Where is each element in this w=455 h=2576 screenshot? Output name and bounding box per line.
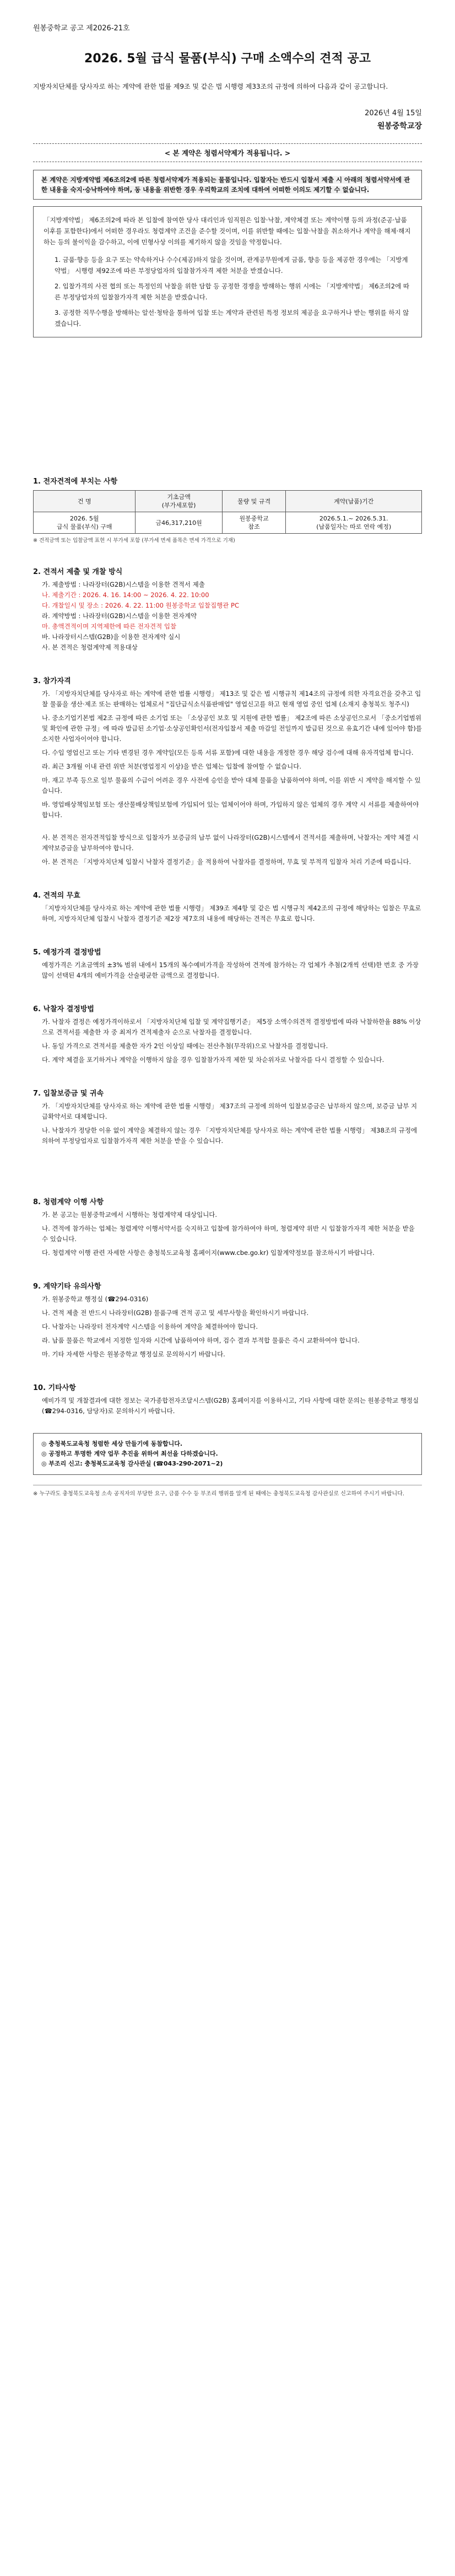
integrity-footer-box: [33, 1433, 422, 1475]
section-5-title: 5. 예정가격 결정방법: [33, 948, 101, 957]
table-cell: 2026. 5월 급식 물품(부식) 구매: [34, 512, 136, 534]
section-paragraph: 라. 최근 3개월 이내 관련 위반 처분(영업정지 이상)을 받은 업체는 입찰에 참여할 수 없습니다.: [42, 763, 302, 770]
table-header-cell: 건 명: [34, 491, 136, 512]
table-row: [34, 512, 422, 534]
section-paragraph: 예정가격은 기초금액의 ±3% 범위 내에서 15개의 복수예비가격을 작성하여 견적에 참가하는 각 업체가 추첨(2개씩 선택)한 번호 중 가장 많이 선택된 4개의 예비가격을 산술평균한 금액으로 결정합니다.: [42, 961, 419, 979]
section-paragraph: 마. 재고 부족 등으로 일부 물품의 수급이 어려운 경우 사전에 승인을 받아 대체 물품을 납품하여야 하며, 이를 위반 시 계약을 해지할 수 있습니다.: [42, 776, 421, 795]
section-8-title: 8. 청렴계약 이행 사항: [33, 1198, 104, 1206]
section-paragraph: 나. 견적에 참가하는 업체는 청렴계약 이행서약서를 숙지하고 입찰에 참가하여야 하며, 청렴계약 위반 시 입찰참가자격 제한 처분을 받을 수 있습니다.: [42, 1225, 415, 1243]
page-title: 2026. 5월 급식 물품(부식) 구매 소액수의 견적 공고: [84, 52, 371, 66]
intro-text: 지방자치단체를 당사자로 하는 계약에 관한 법률 제9조 및 같은 법 시행령 제33조의 규정에 의하여 다음과 같이 공고합니다.: [33, 83, 388, 90]
table-cell: 원봉중학교 참조: [222, 512, 286, 534]
table-header-cell: 기초금액 (부가세포함): [136, 491, 222, 512]
section-8-body: [33, 1210, 422, 1258]
section-paragraph: 가. 원봉중학교 행정실 (☎294-0316): [42, 1295, 149, 1303]
integrity-notice-box: [33, 170, 422, 200]
section-paragraph: 가. 「지방자치단체를 당사자로 하는 계약에 관한 법률 시행령」 제37조의 규정에 의하여 입찰보증금은 납부하지 않으며, 보증금 납부 지급확약서로 대체합니다.: [42, 1102, 418, 1120]
section-paragraph: 사. 본 견적은 전자견적입찰 방식으로 입찰자가 보증금의 납부 없이 나라장터(G2B)시스템에서 견적서를 제출하며, 낙찰자는 계약 체결 시 계약보증금을 납부하여야 합니다.: [42, 834, 419, 852]
section-5-body: [33, 960, 422, 981]
issuer: 원봉중학교장: [377, 122, 422, 131]
section-paragraph: 예비가격 및 개찰결과에 대한 정보는 국가종합전자조달시스템(G2B) 홈페이지를 이용하시고, 기타 사항에 대한 문의는 원봉중학교 행정실(☎294-0316, 담당자)로 문의하시기 바랍니다.: [42, 1397, 419, 1415]
section-paragraph: 다. 수입 영업신고 또는 기타 변경된 경우 계약일(모든 등록 서류 포함)에 대한 내용을 개정한 경우 해당 검수에 대해 유자격업체 합니다.: [42, 749, 414, 756]
section-4-body: [33, 903, 422, 924]
section-line: 사. 본 견적은 청렴계약제 적용대상: [42, 643, 138, 651]
section-10-body: [33, 1396, 422, 1416]
section-line: 바. 나라장터시스템(G2B)을 이용한 전자계약 실시: [42, 633, 181, 641]
section-paragraph: 「지방자치단체를 당사자로 하는 계약에 관한 법률 시행령」 제39조 제4항 및 같은 법 시행규칙 제42조의 규정에 해당하는 입찰은 무효로 하며, 지방자치단체 입찰시 낙찰자 결정기준 제2장 제7호의 내용에 해당하는 견적은 무효로 합니다.: [42, 904, 421, 922]
section-4-title: 4. 견적의 무효: [33, 892, 80, 900]
section-paragraph: 다. 낙찰자는 나라장터 전자계약 시스템을 이용하여 계약을 체결하여야 합니다.: [42, 1323, 258, 1330]
section-7-body: [33, 1101, 422, 1146]
section-7-title: 7. 입찰보증금 및 귀속: [33, 1090, 104, 1098]
table-header-cell: 물량 및 규격: [222, 491, 286, 512]
pledge-intro: 「지방계약법」 제6조의2에 따라 본 입찰에 참여한 당사 대리인과 임직원은 입찰·낙찰, 계약체결 또는 계약이행 등의 과정(준공·납품 이후를 포함한다)에서 어떠한 경우라도 청렴계약 조건을 준수할 것이며, 이를 위반할 때에는 입찰·낙찰을 취소하거나 계약을 해제·해지하는 등의 불이익을 감수하고, 이에 민형사상 이의를 제기하지 않을 것임을 약정합니다.: [44, 216, 411, 246]
section-paragraph: 바. 영업배상책임보험 또는 생산물배상책임보험에 가입되어 있는 업체이어야 하며, 가입하지 않은 업체의 경우 계약 시 서류를 제출하여야 합니다.: [42, 801, 419, 819]
section-3-body: [33, 689, 422, 867]
integrity-pledge-box: [33, 206, 422, 337]
footnote: ※ 누구라도 충청북도교육청 소속 공직자의 부당한 요구, 금품 수수 등 부조리 행위를 알게 된 때에는 충청북도교육청 감사관실로 신고하여 주시기 바랍니다.: [33, 1485, 422, 1499]
pledge-item: 1. 금품·향응 등을 요구 또는 약속하거나 수수(제공)하지 않을 것이며, 관계공무원에게 금품, 향응 등을 제공한 경우에는 「지방계약법」 시행령 제92조에 따른 부정당업자의 입찰참가자격 제한 처분을 받겠습니다.: [55, 256, 408, 275]
section-line: 마. 총액견적이며 지역제한에 따른 전자견적 입찰: [42, 622, 177, 630]
section-paragraph: 가. 본 공고는 원봉중학교에서 시행하는 청렴계약제 대상입니다.: [42, 1211, 218, 1219]
footer-line: ◎ 공정하고 투명한 계약 업무 추진을 위하여 최선을 다하겠습니다.: [41, 1450, 218, 1457]
notice-number: 원봉중학교 공고 제2026-21호: [33, 24, 130, 33]
pledge-item: 3. 공정한 직무수행을 방해하는 알선·청탁을 통하여 입찰 또는 계약과 관련된 특정 정보의 제공을 요구하거나 받는 행위를 하지 않겠습니다.: [55, 309, 409, 328]
notice-date: 2026년 4월 15일: [365, 109, 422, 117]
section-paragraph: 나. 동일 가격으로 견적서를 제출한 자가 2인 이상일 때에는 전산추첨(무작위)으로 낙찰자를 결정합니다.: [42, 1042, 328, 1050]
section-line: 라. 계약방법 : 나라장터(G2B)시스템을 이용한 전자계약: [42, 612, 197, 620]
section-10-title: 10. 기타사항: [33, 1384, 76, 1392]
footer-line: ◎ 부조리 신고: 충청북도교육청 감사관실 (☎043-290-2071~2): [41, 1460, 223, 1467]
estimate-table: [33, 490, 422, 534]
section-6-body: [33, 1017, 422, 1065]
section-line: 나. 제출기간 : 2026. 4. 16. 14:00 ~ 2026. 4. 22. 10:00: [42, 591, 209, 599]
section-paragraph: 다. 계약 체결을 포기하거나 계약을 이행하지 않을 경우 입찰참가자격 제한 및 차순위자로 낙찰자를 다시 결정할 수 있습니다.: [42, 1056, 384, 1064]
section-2-title: 2. 견적서 제출 및 개찰 방식: [33, 568, 123, 576]
table-header-cell: 계약(납품)기간: [286, 491, 422, 512]
integrity-notice-text: 본 계약은 지방계약법 제6조의2에 따른 청렴서약제가 적용되는 물품입니다. 입찰자는 반드시 입찰서 제출 시 아래의 청렴서약서에 관한 내용을 숙지·승낙하여야 하며, 동 내용을 위반한 경우 우리학교의 조치에 대하여 어떠한 이의도 제기할 수 없습니다.: [41, 176, 410, 194]
section-paragraph: 마. 기타 자세한 사항은 원봉중학교 행정실로 문의하시기 바랍니다.: [42, 1350, 225, 1358]
section-paragraph: 다. 청렴계약 이행 관련 자세한 사항은 충청북도교육청 홈페이지(www.cbe.go.kr) 입찰계약정보를 참조하시기 바랍니다.: [42, 1249, 375, 1257]
document-page: [0, 22, 455, 1499]
section-paragraph: 아. 본 견적은 「지방자치단체 입찰시 낙찰자 결정기준」을 적용하여 낙찰자를 결정하며, 무효 및 부적격 입찰자 처리 기준에 따릅니다.: [42, 858, 411, 866]
integrity-box-title: < 본 계약은 청렴서약제가 적용됩니다. >: [33, 143, 422, 162]
section-2-body: [33, 579, 422, 653]
table-header-row: [34, 491, 422, 512]
section-line: 가. 제출방법 : 나라장터(G2B)시스템을 이용한 견적서 제출: [42, 581, 205, 588]
section-1-title: 1. 전자견적에 부치는 사항: [33, 477, 118, 486]
section-paragraph: 가. 낙찰자 결정은 예정가격이하로서 「지방자치단체 입찰 및 계약집행기준」 제5장 소액수의견적 결정방법에 따라 낙찰하한율 88% 이상으로 견적서를 제출한 자 중 최저가 견적제출자 순으로 낙찰자를 결정합니다.: [42, 1018, 421, 1036]
section-9-body: [33, 1294, 422, 1360]
section-line: 다. 개찰일시 및 장소 : 2026. 4. 22. 11:00 원봉중학교 입찰집행관 PC: [42, 602, 239, 609]
section-9-title: 9. 계약기타 유의사항: [33, 1282, 101, 1291]
footer-line: ◎ 충청북도교육청 청렴한 세상 만들기에 동참합니다.: [41, 1440, 183, 1447]
table-cell: 2026.5.1.~ 2026.5.31. (납품일자는 따로 연락 예정): [286, 512, 422, 534]
pledge-item: 2. 입찰가격의 사전 협의 또는 특정인의 낙찰을 위한 담합 등 공정한 경쟁을 방해하는 행위 시에는 「지방계약법」 제6조의2에 따른 부정당업자의 입찰참가자격 제한 처분을 받겠습니다.: [55, 282, 409, 301]
table-cell: 금46,317,210원: [136, 512, 222, 534]
section-3-title: 3. 참가자격: [33, 677, 71, 685]
table-note: ※ 견적금액 또는 입찰금액 표현 시 부가세 포함 (부가세 면세 품목은 면세 가격으로 기재): [33, 538, 235, 544]
section-paragraph: 라. 납품 물품은 학교에서 지정한 일자와 시간에 납품하여야 하며, 검수 결과 부적합 물품은 즉시 교환하여야 합니다.: [42, 1337, 360, 1344]
section-paragraph: 나. 견적 제출 전 반드시 나라장터(G2B) 물품구매 견적 공고 및 세부사항을 확인하시기 바랍니다.: [42, 1309, 309, 1317]
section-paragraph: 나. 낙찰자가 정당한 이유 없이 계약을 체결하지 않는 경우 「지방자치단체를 당사자로 하는 계약에 관한 법률 시행령」 제38조의 규정에 의하여 부정당업자로 입찰참가자격 제한 처분을 받을 수 있습니다.: [42, 1126, 418, 1145]
section-paragraph: 나. 중소기업기본법 제2조 규정에 따른 소기업 또는 「소상공인 보호 및 지원에 관한 법률」 제2조에 따른 소상공인으로서 「중소기업범위 및 확인에 관한 규정」에 따라 발급된 소기업·소상공인확인서(전자입찰서 제출 마감일 전일까지 발급된 것으로 유효기간 내에 있어야 함)를 소지한 사업자이어야 합니다.: [42, 714, 422, 743]
section-paragraph: 가. 「지방자치단체를 당사자로 하는 계약에 관한 법률 시행령」 제13조 및 같은 법 시행규칙 제14조의 규정에 의한 자격요건을 갖추고 입찰 물품을 생산·제조 또는 판매하는 업체로서 "집단급식소식품판매업" 영업신고를 하고 현재 영업 중인 업체 (소재지 충청북도 청주시): [42, 690, 421, 708]
section-6-title: 6. 낙찰자 결정방법: [33, 1005, 94, 1013]
